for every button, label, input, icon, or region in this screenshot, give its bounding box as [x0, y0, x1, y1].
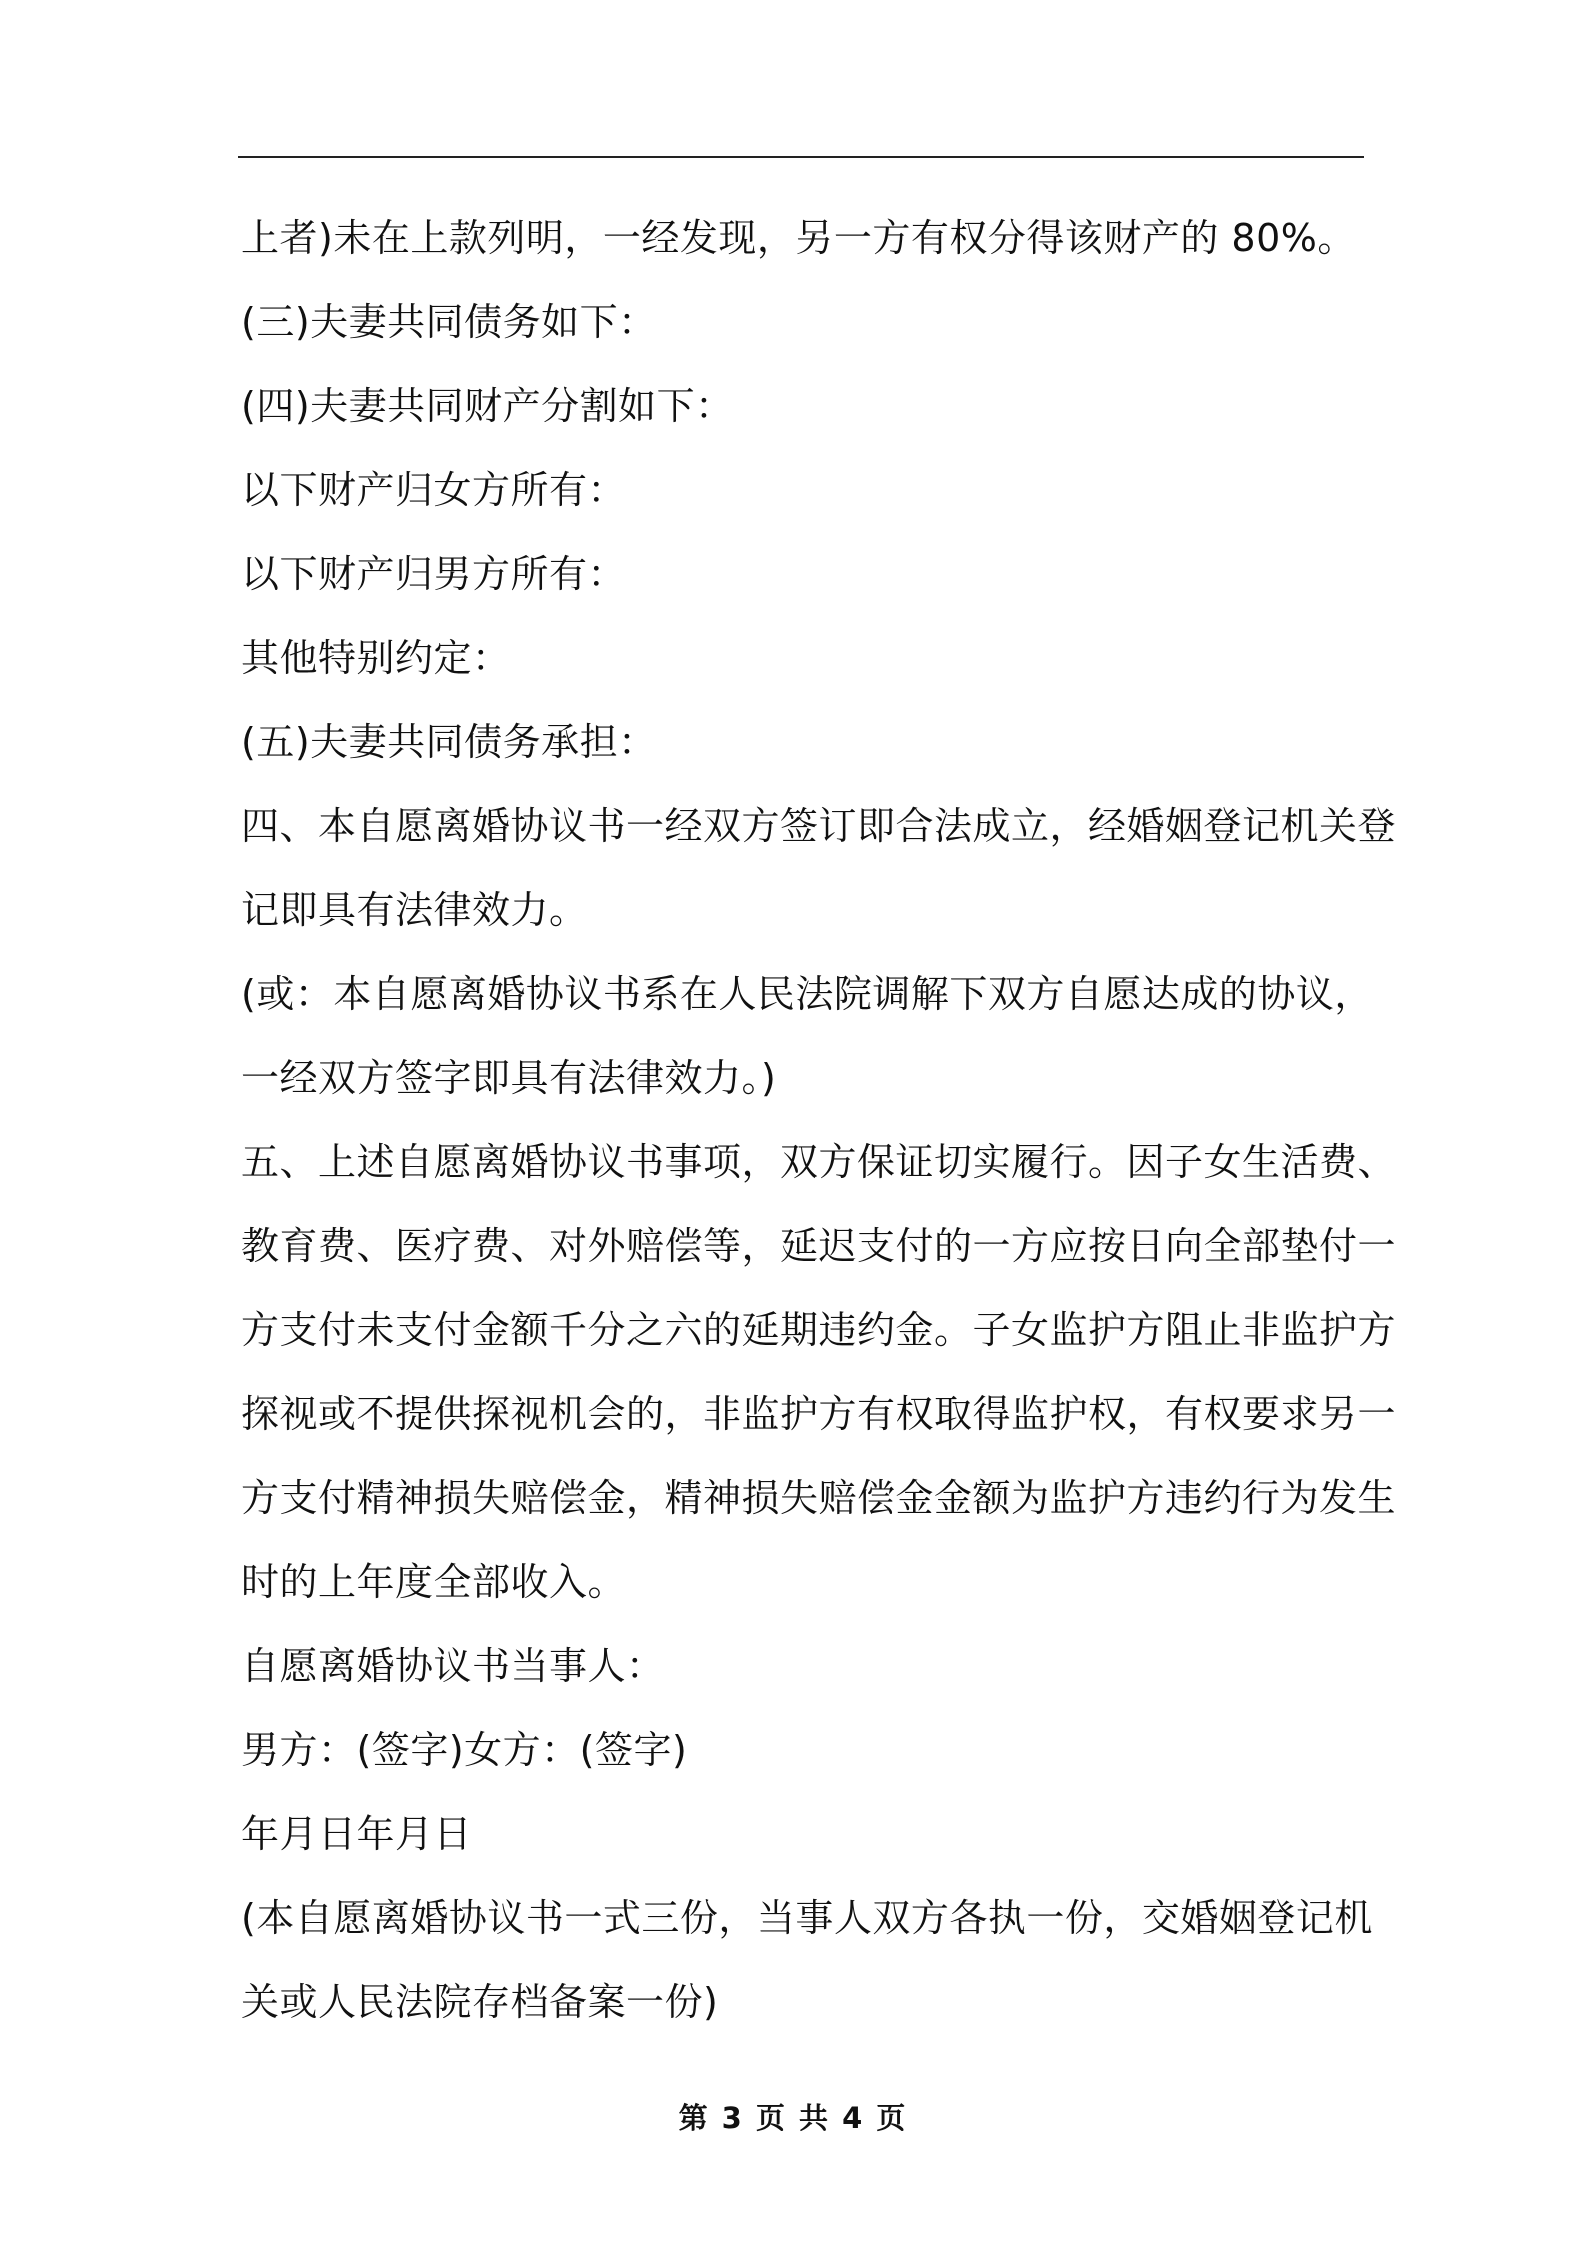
text-line: 关或人民法院存档备案一份) [241, 1980, 719, 2024]
text-line: 自愿离婚协议书当事人： [241, 1644, 665, 1688]
text-line: (四)夫妻共同财产分割如下： [241, 384, 734, 428]
text-line: 男方：(签字)女方：(签字) [241, 1728, 688, 1772]
text-line: 上者)未在上款列明，一经发现，另一方有权分得该财产的 80%。 [241, 216, 1356, 260]
text-line: 其他特别约定： [241, 636, 511, 680]
text-line: (三)夫妻共同债务如下： [241, 300, 657, 344]
text-line: 四、本自愿离婚协议书一经双方签订即合法成立，经婚姻登记机关登 [241, 804, 1397, 848]
text-line: 以下财产归女方所有： [241, 468, 627, 512]
text-line: 时的上年度全部收入。 [241, 1560, 627, 1604]
text-line: (五)夫妻共同债务承担： [241, 720, 657, 764]
document-body [241, 196, 1397, 2044]
text-line: 探视或不提供探视机会的，非监护方有权取得监护权，有权要求另一 [241, 1392, 1397, 1436]
header-rule [238, 156, 1364, 158]
text-line: 五、上述自愿离婚协议书事项，双方保证切实履行。因子女生活费、 [241, 1140, 1397, 1184]
text-line: (本自愿离婚协议书一式三份，当事人双方各执一份，交婚姻登记机 [241, 1896, 1373, 1940]
page-number: 第 3 页 共 4 页 [678, 2101, 908, 2135]
text-line: 教育费、医疗费、对外赔偿等，延迟支付的一方应按日向全部垫付一 [241, 1224, 1397, 1268]
text-line: 一经双方签字即具有法律效力。) [241, 1056, 777, 1100]
text-line: (或：本自愿离婚协议书系在人民法院调解下双方自愿达成的协议， [241, 972, 1373, 1016]
text-line: 以下财产归男方所有： [241, 552, 627, 596]
text-line: 年月日年月日 [241, 1812, 473, 1856]
text-line: 方支付未支付金额千分之六的延期违约金。子女监护方阻止非监护方 [241, 1308, 1397, 1352]
text-line: 记即具有法律效力。 [241, 888, 588, 932]
text-line: 方支付精神损失赔偿金，精神损失赔偿金金额为监护方违约行为发生 [241, 1476, 1397, 1520]
